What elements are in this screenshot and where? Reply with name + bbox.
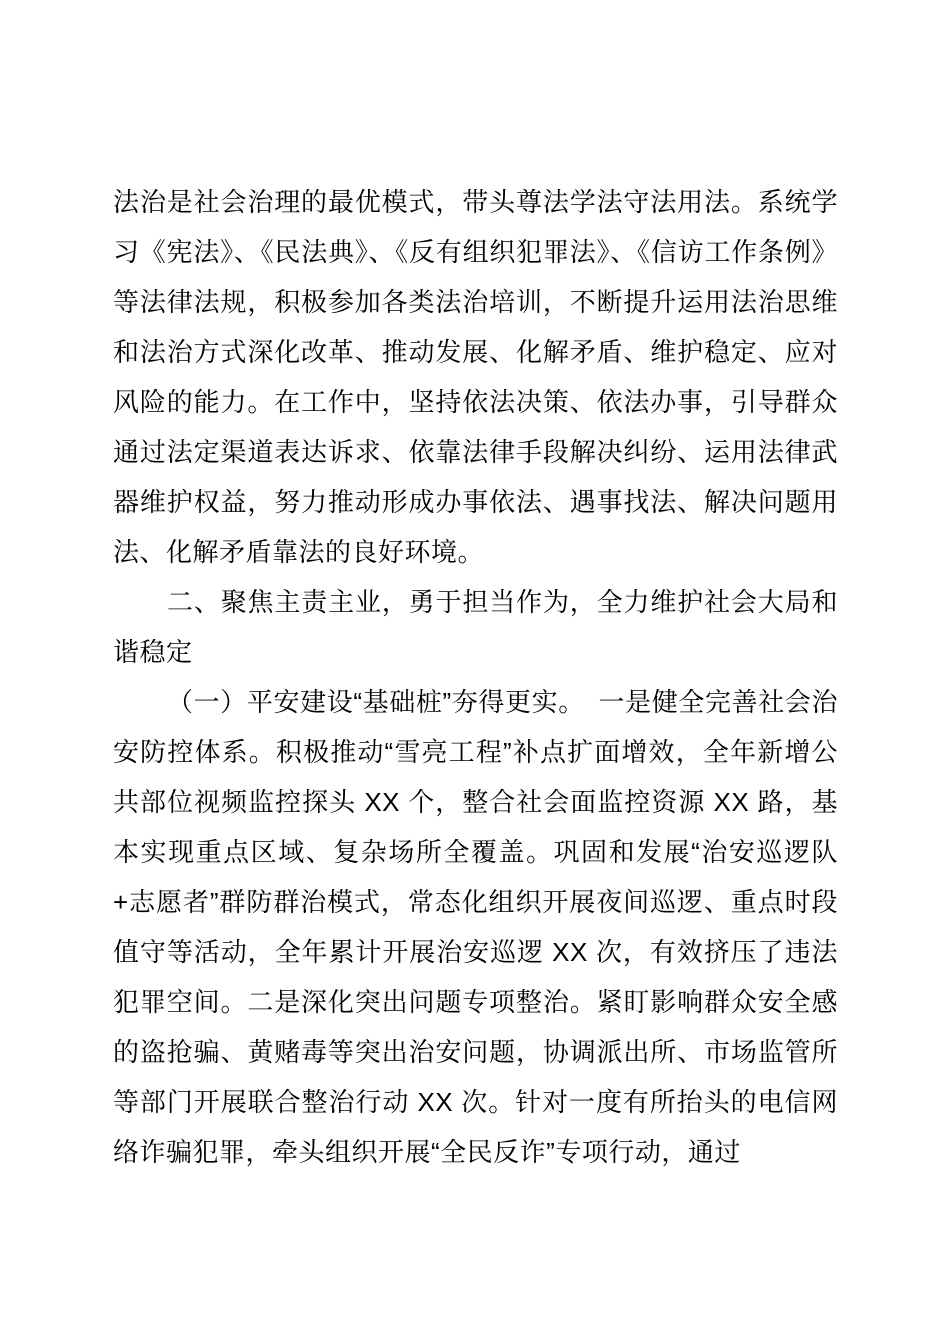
heading-section-two: 二、聚焦主责主业，勇于担当作为，全力维护社会大局和谐稳定: [113, 587, 838, 667]
document-text-body: [113, 177, 838, 1177]
paragraph-peace-building-item-one: （一）平安建设“基础桩”夯得更实。 一是健全完善社会治安防控体系。积极推动“雪亮工程”补点扩面增效，全年新增公共部位视频监控探头 XX 个，整合社会面监控资源 XX 路，基本实现重点区域、复杂场所全覆盖。巩固和发展“治安巡逻队+志愿者”群防群治模式，常态化组织开展夜间巡逻、重点时段值守等活动，全年累计开展治安巡逻 XX 次，有效挤压了违法犯罪空间。二是深化突出问题专项整治。紧盯影响群众安全感的盗抢骗、黄赌毒等突出治安问题，协调派出所、市场监管所等部门开展联合整治行动 XX 次。针对一度有所抬头的电信网络诈骗犯罪，牵头组织开展“全民反诈”专项行动，通过: [113, 687, 838, 1167]
paragraph-rule-of-law-continuation: 法治是社会治理的最优模式，带头尊法学法守法用法。系统学习《宪法》、《民法典》、《反有组织犯罪法》、《信访工作条例》等法律法规，积极参加各类法治培训，不断提升运用法治思维和法治方式深化改革、推动发展、化解矛盾、维护稳定、应对风险的能力。在工作中，坚持依法决策、依法办事，引导群众通过法定渠道表达诉求、依靠法律手段解决纠纷、运用法律武器维护权益，努力推动形成办事依法、遇事找法、解决问题用法、化解矛盾靠法的良好环境。: [113, 187, 838, 567]
